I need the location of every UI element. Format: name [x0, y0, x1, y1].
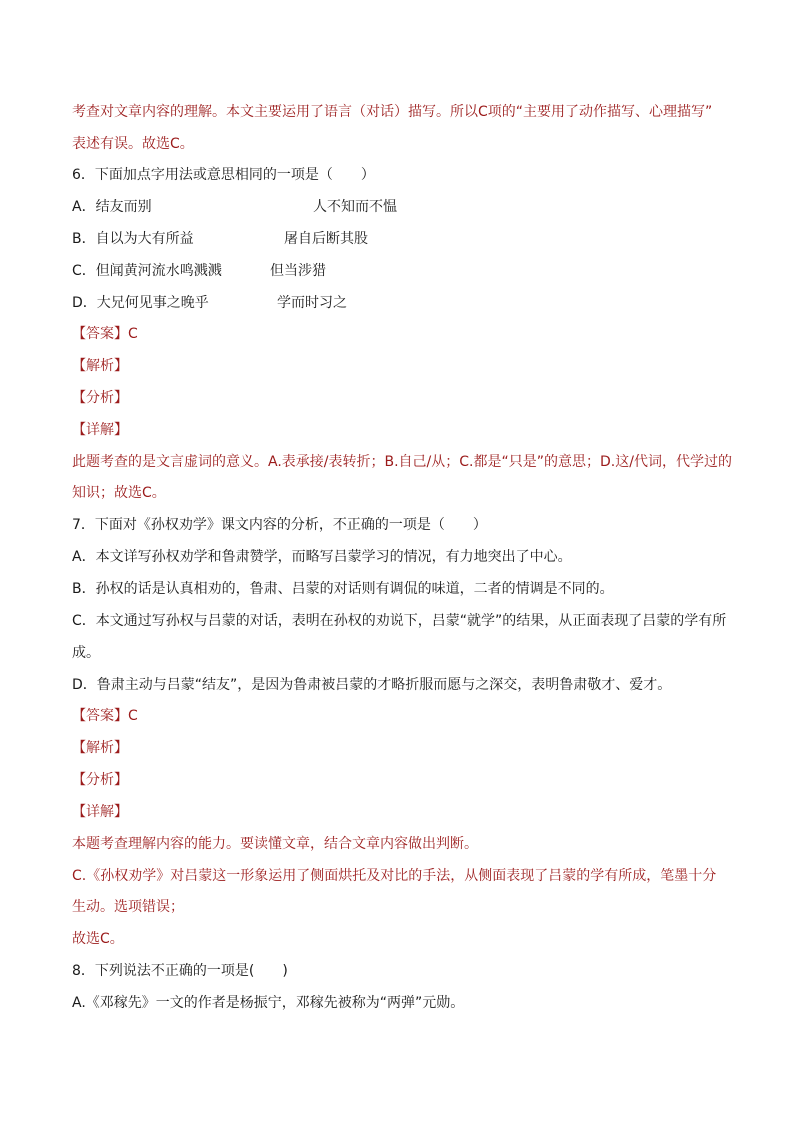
- q7-explain-line-1: 本题考查理解内容的能力。要读懂文章，结合文章内容做出判断。: [72, 836, 478, 852]
- q6-option-a-left: A．结友而别: [72, 199, 152, 215]
- q6-option-b-left: B．自以为大有所益: [72, 231, 194, 247]
- q7-analysis-label: 【解析】: [72, 740, 128, 756]
- q6-answer: 【答案】C: [72, 326, 138, 342]
- q6-option-d-left: D．大兄何见事之晚乎: [72, 295, 209, 311]
- q6-explain-line-1: 此题考查的是文言虚词的意义。A.表承接/表转折；B.自己/从；C.都是“只是”的意思；D.这/代词，代学过的: [72, 454, 732, 470]
- q5-explain-line-2: 表述有误。故选C。: [72, 136, 194, 152]
- q7-explain-line-4: 故选C。: [72, 931, 124, 947]
- q7-stem: 7．下面对《孙权劝学》课文内容的分析，不正确的一项是（ ）: [72, 517, 487, 533]
- q6-option-b-right: 屠自后断其股: [284, 231, 368, 247]
- q7-option-c-line-1: C．本文通过写孙权与吕蒙的对话，表明在孙权的劝说下，吕蒙“就学”的结果，从正面表现了吕蒙的学有所: [72, 613, 727, 629]
- q6-option-d-right: 学而时习之: [277, 295, 347, 311]
- q6-option-a-right: 人不知而不愠: [313, 199, 397, 215]
- q8-option-a: A.《邓稼先》一文的作者是杨振宁，邓稼先被称为“两弹”元勋。: [72, 995, 465, 1011]
- q7-option-d: D．鲁肃主动与吕蒙“结友”，是因为鲁肃被吕蒙的才略折服而愿与之深交，表明鲁肃敬才、爱才。: [72, 677, 672, 693]
- q6-fenxi-label: 【分析】: [72, 390, 128, 406]
- q6-option-c-right: 但当涉猎: [270, 263, 326, 279]
- q6-stem: 6．下面加点字用法或意思相同的一项是（ ）: [72, 167, 375, 183]
- q7-fenxi-label: 【分析】: [72, 772, 128, 788]
- q7-explain-line-3: 生动。选项错误；: [72, 899, 184, 915]
- q7-answer: 【答案】C: [72, 708, 138, 724]
- q7-explain-line-2: C.《孙权劝学》对吕蒙这一形象运用了侧面烘托及对比的手法，从侧面表现了吕蒙的学有所成，笔墨十分: [72, 868, 717, 884]
- q5-explain-line-1: 考查对文章内容的理解。本文主要运用了语言（对话）描写。所以C项的“主要用了动作描写、心理描写”: [72, 104, 713, 120]
- q7-option-a: A．本文详写孙权劝学和鲁肃赞学，而略写吕蒙学习的情况，有力地突出了中心。: [72, 549, 572, 565]
- q7-option-c-line-2: 成。: [72, 645, 100, 661]
- q6-option-c-left: C．但闻黄河流水鸣溅溅: [72, 263, 222, 279]
- q7-option-b: B．孙权的话是认真相劝的，鲁肃、吕蒙的对话则有调侃的味道，二者的情调是不同的。: [72, 581, 614, 597]
- q6-detail-label: 【详解】: [72, 422, 128, 438]
- q8-stem: 8．下列说法不正确的一项是( ): [72, 963, 288, 979]
- q6-analysis-label: 【解析】: [72, 358, 128, 374]
- q6-explain-line-2: 知识；故选C。: [72, 485, 166, 501]
- q7-detail-label: 【详解】: [72, 804, 128, 820]
